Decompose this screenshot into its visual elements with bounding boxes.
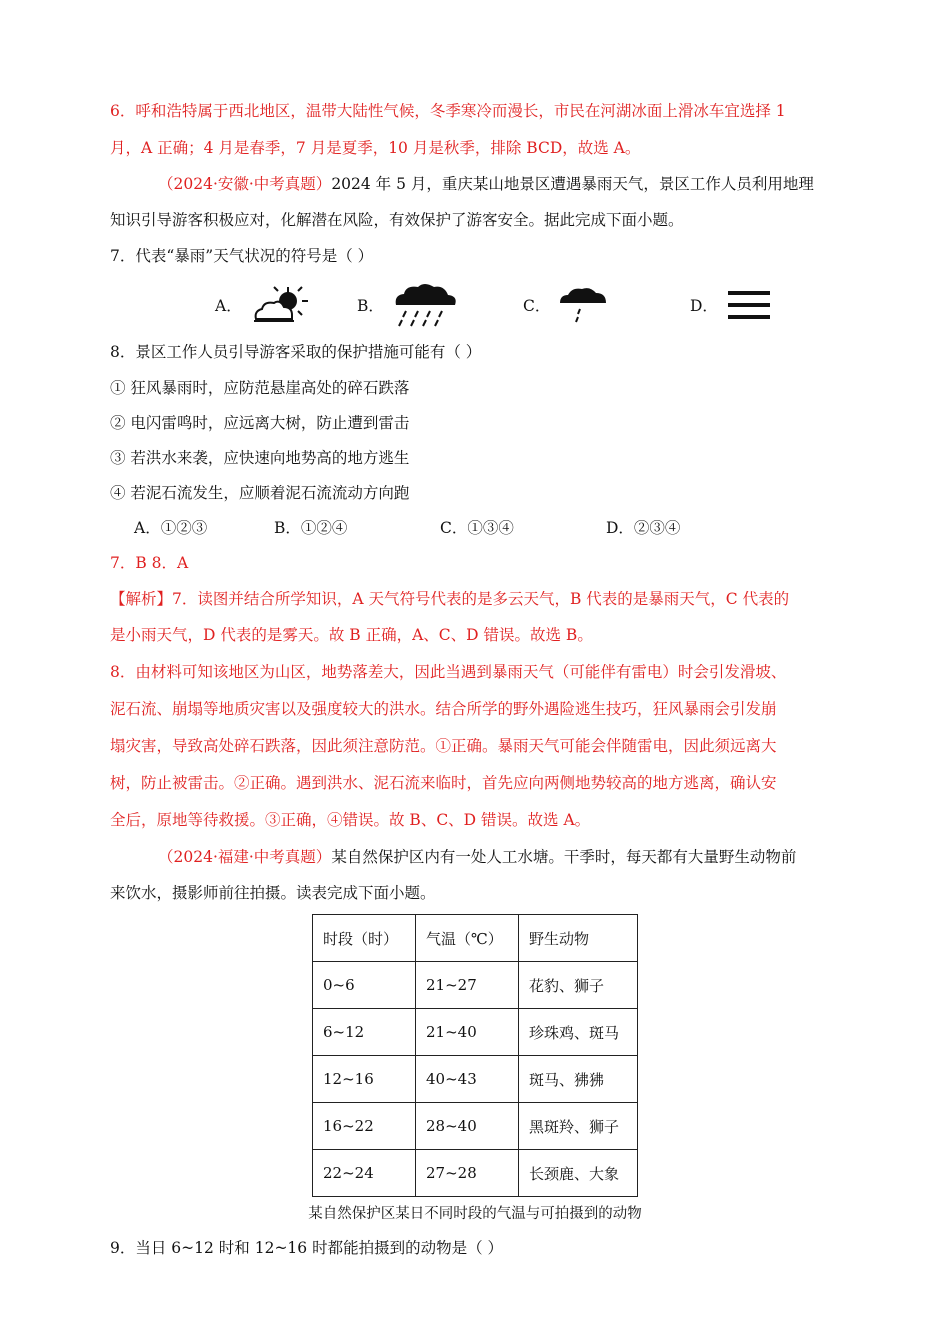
table-row <box>313 1150 638 1197</box>
q8-explanation-line1: 8．由材料可知该地区为山区，地势落差大，因此当遇到暴雨天气（可能伴有雷电）时会引发滑坡、 <box>110 663 787 681</box>
intro1-text: 2024 年 5 月，重庆某山地景区遭遇暴雨天气，景区工作人员利用地理 <box>331 175 814 193</box>
intro2-line2: 来饮水，摄影师前往拍摄。读表完成下面小题。 <box>110 884 436 902</box>
table-cell: 黑斑羚、狮子 <box>519 1103 638 1150</box>
table-header-cell: 野生动物 <box>519 915 638 962</box>
intro1-source: （2024·安徽·中考真题） <box>158 175 332 193</box>
q8-item-3: ③ 若洪水来袭，应快速向地势高的地方逃生 <box>110 449 410 467</box>
q8-choice-a: A．①②③ <box>134 519 208 537</box>
fog-icon <box>726 289 772 321</box>
table-caption: 某自然保护区某日不同时段的气温与可拍摄到的动物 <box>308 1206 642 1222</box>
rainstorm-icon <box>392 283 458 327</box>
q8-stem: 8．景区工作人员引导游客采取的保护措施可能有（ ） <box>110 343 482 361</box>
q7-explanation-line1: 【解析】7．读图并结合所学知识，A 天气符号代表的是多云天气，B 代表的是暴雨天气，C 代表的 <box>110 590 790 608</box>
q7-option-a <box>215 283 308 327</box>
table-cell: 28~40 <box>416 1103 519 1150</box>
q8-choice-d: D．②③④ <box>606 519 681 537</box>
q7-option-d <box>690 283 772 327</box>
q8-choice-b: B．①②④ <box>274 519 348 537</box>
intro2-source: （2024·福建·中考真题） <box>158 848 332 866</box>
q8-item-2: ② 电闪雷鸣时，应远离大树，防止遭到雷击 <box>110 414 410 432</box>
intro1-line1 <box>110 166 840 203</box>
table-row <box>313 1056 638 1103</box>
table-header-cell: 气温（℃） <box>416 915 519 962</box>
intro1-line2: 知识引导游客积极应对，化解潜在风险，有效保护了游客安全。据此完成下面小题。 <box>110 211 684 229</box>
table-cell: 27~28 <box>416 1150 519 1197</box>
table-header-row <box>313 915 638 962</box>
q8-explanation-line5: 全后，原地等待救援。③正确，④错误。故 B、C、D 错误。故选 A。 <box>110 811 591 829</box>
table-row <box>313 962 638 1009</box>
answers: 7．B 8．A <box>110 554 189 572</box>
q7-options <box>110 283 840 327</box>
table-cell: 16~22 <box>313 1103 416 1150</box>
table-cell: 长颈鹿、大象 <box>519 1150 638 1197</box>
q7-option-c-label: C． <box>523 297 551 315</box>
q7-option-c <box>523 283 608 327</box>
intro2-line1 <box>110 839 840 876</box>
table-cell: 21~40 <box>416 1009 519 1056</box>
q7-option-a-label: A． <box>215 297 242 315</box>
q7-option-b <box>357 283 458 327</box>
q7-stem: 7．代表“暴雨”天气状况的符号是（ ） <box>110 247 374 265</box>
q8-item-1: ① 狂风暴雨时，应防范悬崖高处的碎石跌落 <box>110 379 410 397</box>
q8-choice-c: C．①③④ <box>440 519 514 537</box>
q7-option-b-label: B． <box>357 297 384 315</box>
table-row <box>313 1009 638 1056</box>
q7-option-d-label: D． <box>690 297 718 315</box>
table-cell: 斑马、狒狒 <box>519 1056 638 1103</box>
table-cell: 珍珠鸡、斑马 <box>519 1009 638 1056</box>
q8-item-4: ④ 若泥石流发生，应顺着泥石流流动方向跑 <box>110 484 410 502</box>
table-cell: 12~16 <box>313 1056 416 1103</box>
q6-explanation-line1: 6．呼和浩特属于西北地区，温带大陆性气候，冬季寒冷而漫长，市民在河湖冰面上滑冰车宜选择 1 <box>110 102 786 120</box>
partly-cloudy-icon <box>250 285 308 325</box>
data-table <box>312 914 638 1197</box>
light-rain-icon <box>558 287 608 323</box>
q9-stem: 9．当日 6~12 时和 12~16 时都能拍摄到的动物是（ ） <box>110 1239 504 1257</box>
table-cell: 21~27 <box>416 962 519 1009</box>
table-cell: 40~43 <box>416 1056 519 1103</box>
table-row <box>313 1103 638 1150</box>
table-cell: 22~24 <box>313 1150 416 1197</box>
table-cell: 6~12 <box>313 1009 416 1056</box>
q8-explanation-line4: 树，防止被雷击。②正确。遇到洪水、泥石流来临时，首先应向两侧地势较高的地方逃离，确认安 <box>110 774 777 792</box>
q7-explanation-line2: 是小雨天气，D 代表的是雾天。故 B 正确，A、C、D 错误。故选 B。 <box>110 626 593 644</box>
q6-explanation-line2: 月，A 正确；4 月是春季，7 月是夏季，10 月是秋季，排除 BCD，故选 A。 <box>110 139 641 157</box>
table-cell: 0~6 <box>313 962 416 1009</box>
table-header-cell: 时段（时） <box>313 915 416 962</box>
q8-explanation-line3: 塌灾害，导致高处碎石跌落，因此须注意防范。①正确。暴雨天气可能会伴随雷电，因此须远离大 <box>110 737 777 755</box>
intro2-text: 某自然保护区内有一处人工水塘。干季时，每天都有大量野生动物前 <box>331 848 797 866</box>
table-cell: 花豹、狮子 <box>519 962 638 1009</box>
q8-explanation-line2: 泥石流、崩塌等地质灾害以及强度较大的洪水。结合所学的野外遇险逃生技巧，狂风暴雨会引发崩 <box>110 700 777 718</box>
